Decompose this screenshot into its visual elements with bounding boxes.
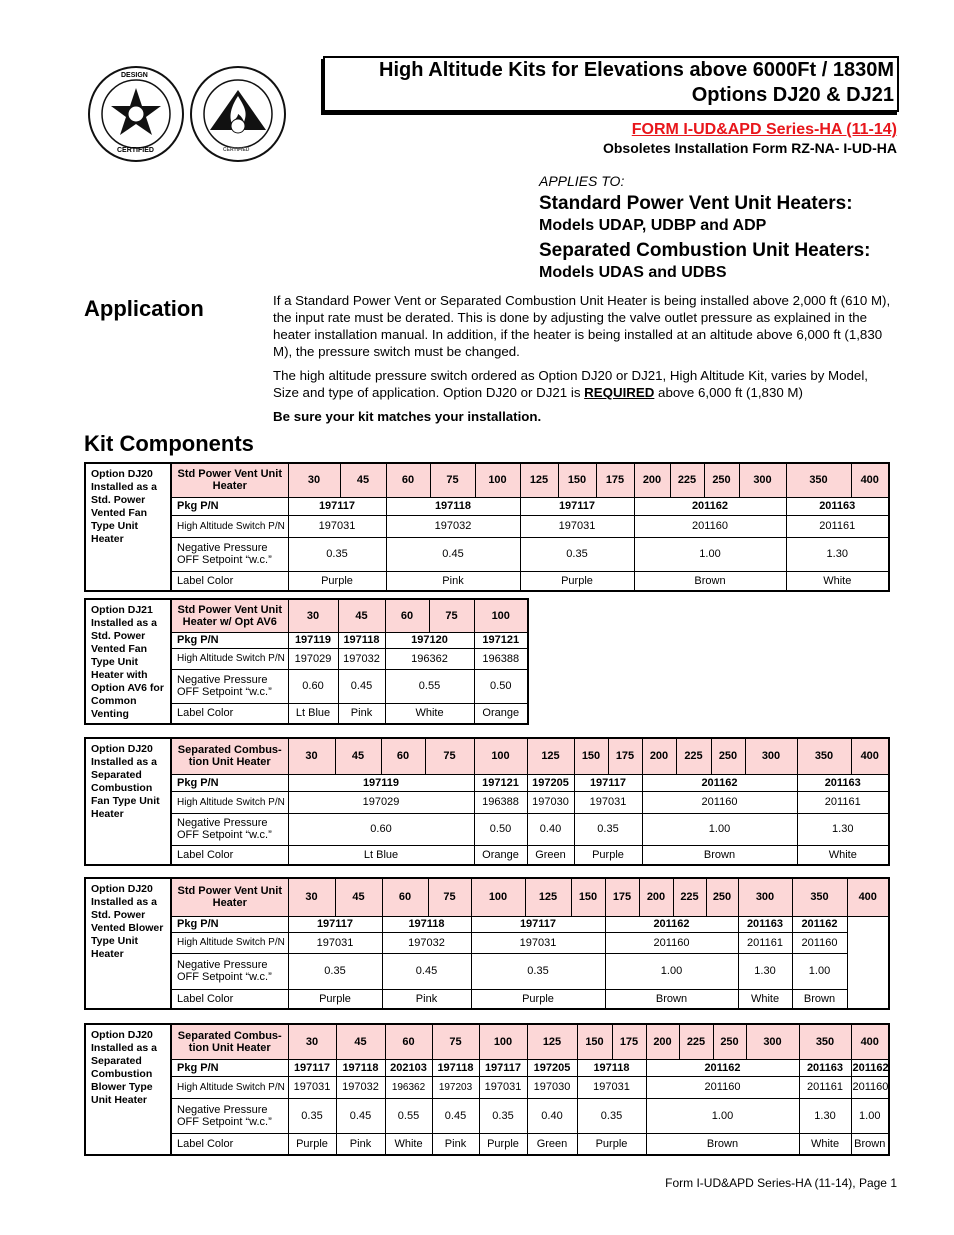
size-cell: 225 bbox=[673, 878, 706, 916]
header-cell: Separated Combus- tion Unit Heater bbox=[171, 738, 288, 774]
switch-cell: 201160 bbox=[851, 1076, 889, 1098]
color-cell: Pink bbox=[382, 989, 471, 1009]
size-cell: 45 bbox=[336, 1024, 385, 1059]
pressure-cell: 0.45 bbox=[338, 669, 385, 703]
color-cell: Pink bbox=[386, 571, 520, 591]
size-cell: 45 bbox=[335, 878, 382, 916]
pressure-cell: 0.35 bbox=[288, 537, 386, 571]
switch-cell: 196388 bbox=[474, 791, 527, 813]
pkg-cell: 201163 bbox=[799, 1059, 851, 1076]
pressure-cell: 0.45 bbox=[336, 1098, 385, 1133]
pressure-cell: 0.45 bbox=[382, 953, 471, 989]
pressure-cell: 1.00 bbox=[851, 1098, 889, 1133]
size-cell: 45 bbox=[338, 599, 385, 632]
color-cell: Lt Blue bbox=[288, 703, 338, 724]
pkg-cell: 197121 bbox=[474, 774, 527, 791]
size-cell: 75 bbox=[429, 599, 474, 632]
row-label: High Altitude Switch P/N bbox=[171, 1076, 288, 1098]
size-cell: 150 bbox=[574, 738, 608, 774]
color-cell: Orange bbox=[474, 845, 527, 865]
switch-cell: 197031 bbox=[577, 1076, 646, 1098]
size-cell: 175 bbox=[605, 878, 639, 916]
row-label: Pkg P/N bbox=[171, 1059, 288, 1076]
color-cell: Lt Blue bbox=[288, 845, 474, 865]
pressure-cell: 0.40 bbox=[527, 813, 574, 845]
color-cell: Brown bbox=[605, 989, 738, 1009]
pressure-cell: 0.35 bbox=[574, 813, 642, 845]
size-cell: 175 bbox=[596, 463, 634, 497]
switch-cell: 201160 bbox=[605, 932, 738, 953]
obsoletes-note: Obsoletes Installation Form RZ-NA- I-UD-HA bbox=[602, 140, 897, 156]
switch-cell: 197030 bbox=[527, 1076, 577, 1098]
row-label: High Altitude Switch P/N bbox=[171, 932, 288, 953]
pressure-cell: 1.30 bbox=[799, 1098, 851, 1133]
option-cell: Option DJ20 Installed as a Separated Combustion Blower Type Unit Heater bbox=[85, 1024, 171, 1155]
size-cell: 400 bbox=[851, 738, 889, 774]
switch-cell: 201160 bbox=[642, 791, 797, 813]
option-cell: Option DJ20 Installed as a Std. Power Vented Blower Type Unit Heater bbox=[85, 878, 171, 1009]
size-cell: 250 bbox=[706, 878, 738, 916]
pressure-cell: 1.30 bbox=[797, 813, 889, 845]
pressure-cell: 0.45 bbox=[432, 1098, 479, 1133]
size-cell: 60 bbox=[386, 463, 430, 497]
size-cell: 300 bbox=[738, 878, 792, 916]
row-label: High Altitude Switch P/N bbox=[171, 791, 288, 813]
size-cell: 60 bbox=[385, 599, 429, 632]
pressure-cell: 1.30 bbox=[786, 537, 889, 571]
form-number: FORM I-UD&APD Series-HA (11-14) bbox=[631, 121, 897, 138]
pressure-cell: 0.60 bbox=[288, 813, 474, 845]
standard-models: Models UDAP, UDBP and ADP bbox=[539, 217, 767, 234]
size-cell: 150 bbox=[577, 1024, 612, 1059]
pressure-cell: 0.35 bbox=[479, 1098, 527, 1133]
switch-cell: 201160 bbox=[646, 1076, 799, 1098]
page-footer: Form I-UD&APD Series-HA (11-14), Page 1 bbox=[665, 1176, 897, 1190]
size-cell: 75 bbox=[430, 463, 475, 497]
size-cell: 75 bbox=[432, 1024, 479, 1059]
size-cell: 225 bbox=[676, 738, 711, 774]
application-paragraph-2: The high altitude pressure switch ordered as Option DJ20 or DJ21, High Altitude Kit, varies by Model, Size and type of application. Option DJ20 or DJ21 is REQUIRED above 6,000 ft (1,830 M) bbox=[273, 368, 868, 400]
color-cell: Brown bbox=[646, 1133, 799, 1155]
switch-cell: 196362 bbox=[385, 1076, 432, 1098]
size-cell: 125 bbox=[525, 878, 571, 916]
color-cell: White bbox=[799, 1133, 851, 1155]
logo-certified-text: CERTIFIED bbox=[223, 147, 250, 153]
pressure-cell: 0.35 bbox=[577, 1098, 646, 1133]
pkg-cell: 197205 bbox=[527, 774, 574, 791]
pkg-cell: 201162 bbox=[851, 1059, 889, 1076]
logo-certified-text: CERTIFIED bbox=[117, 147, 154, 154]
size-cell: 60 bbox=[385, 1024, 432, 1059]
row-label: High Altitude Switch P/N bbox=[171, 648, 288, 669]
pkg-cell: 197205 bbox=[527, 1059, 577, 1076]
pkg-cell: 197117 bbox=[479, 1059, 527, 1076]
pkg-cell: 197117 bbox=[288, 497, 386, 515]
size-cell: 350 bbox=[799, 1024, 851, 1059]
color-cell: Purple bbox=[288, 989, 382, 1009]
pressure-cell: 1.00 bbox=[792, 953, 847, 989]
color-cell: Purple bbox=[288, 1133, 336, 1155]
row-label: Negative Pressure OFF Setpoint “w.c.” bbox=[171, 537, 288, 571]
size-cell: 100 bbox=[474, 599, 528, 632]
switch-cell: 197203 bbox=[432, 1076, 479, 1098]
switch-cell: 197031 bbox=[520, 515, 634, 537]
kit-table-1 bbox=[84, 462, 890, 592]
pressure-cell: 0.55 bbox=[385, 669, 474, 703]
header-cell: Std Power Vent Unit Heater bbox=[171, 463, 288, 497]
pressure-cell: 1.00 bbox=[634, 537, 786, 571]
switch-cell: 197029 bbox=[288, 648, 338, 669]
required-text: REQUIRED bbox=[584, 385, 655, 400]
pressure-cell: 1.30 bbox=[738, 953, 792, 989]
color-cell: Green bbox=[527, 845, 574, 865]
row-label: Label Color bbox=[171, 989, 288, 1009]
size-cell: 400 bbox=[851, 1024, 889, 1059]
title-line-2: Options DJ20 & DJ21 bbox=[691, 84, 894, 106]
color-cell: Green bbox=[527, 1133, 577, 1155]
row-label: Negative Pressure OFF Setpoint “w.c.” bbox=[171, 669, 288, 703]
option-cell: Option DJ20 Installed as a Separated Combustion Fan Type Unit Heater bbox=[85, 738, 171, 865]
pkg-cell: 197120 bbox=[385, 632, 474, 648]
size-cell: 200 bbox=[642, 738, 676, 774]
switch-cell: 197032 bbox=[382, 932, 471, 953]
pkg-cell: 201162 bbox=[646, 1059, 799, 1076]
option-cell: Option DJ20 Installed as a Std. Power Vented Fan Type Unit Heater bbox=[85, 463, 171, 591]
pressure-cell: 1.00 bbox=[605, 953, 738, 989]
size-cell: 45 bbox=[340, 463, 386, 497]
separated-models: Models UDAS and UDBS bbox=[539, 264, 727, 281]
row-label: Negative Pressure OFF Setpoint “w.c.” bbox=[171, 953, 288, 989]
row-label: Negative Pressure OFF Setpoint “w.c.” bbox=[171, 1098, 288, 1133]
title-line-1: High Altitude Kits for Elevations above 6000Ft / 1830M bbox=[379, 59, 894, 81]
color-cell: Brown bbox=[792, 989, 847, 1009]
switch-cell: 201160 bbox=[792, 932, 847, 953]
switch-cell: 201161 bbox=[797, 791, 889, 813]
option-cell: Option DJ21 Installed as a Std. Power Vented Fan Type Unit Heater with Option AV6 for Common Venting bbox=[85, 599, 171, 724]
pressure-cell: 0.35 bbox=[520, 537, 634, 571]
size-cell: 100 bbox=[479, 1024, 527, 1059]
pkg-cell: 197117 bbox=[574, 774, 642, 791]
pressure-cell: 0.40 bbox=[527, 1098, 577, 1133]
pkg-cell: 202103 bbox=[385, 1059, 432, 1076]
size-cell: 200 bbox=[634, 463, 670, 497]
size-cell: 125 bbox=[527, 1024, 577, 1059]
applies-to: APPLIES TO: bbox=[539, 173, 625, 189]
row-label: Pkg P/N bbox=[171, 632, 288, 648]
header-cell: Std Power Vent Unit Heater w/ Opt AV6 bbox=[171, 599, 288, 632]
switch-cell: 197032 bbox=[338, 648, 385, 669]
pressure-cell: 0.35 bbox=[288, 1098, 336, 1133]
pkg-cell: 201162 bbox=[605, 916, 738, 932]
row-label: Pkg P/N bbox=[171, 774, 288, 791]
size-cell: 60 bbox=[382, 878, 428, 916]
switch-cell: 201161 bbox=[738, 932, 792, 953]
switch-cell: 196388 bbox=[474, 648, 528, 669]
row-label: Label Color bbox=[171, 845, 288, 865]
color-cell: Purple bbox=[288, 571, 386, 591]
switch-cell: 201160 bbox=[634, 515, 786, 537]
size-cell: 100 bbox=[471, 878, 525, 916]
size-cell: 350 bbox=[797, 738, 851, 774]
color-cell: White bbox=[385, 703, 474, 724]
switch-cell: 197032 bbox=[386, 515, 520, 537]
switch-cell: 197031 bbox=[479, 1076, 527, 1098]
pressure-cell: 0.50 bbox=[474, 669, 528, 703]
pressure-cell: 1.00 bbox=[642, 813, 797, 845]
size-cell: 30 bbox=[288, 738, 335, 774]
switch-cell: 197029 bbox=[288, 791, 474, 813]
kit-table-2 bbox=[84, 598, 529, 725]
pkg-cell: 197119 bbox=[288, 774, 474, 791]
pkg-cell: 197117 bbox=[288, 916, 382, 932]
kit-components-heading: Kit Components bbox=[84, 431, 254, 456]
application-paragraph-1: If a Standard Power Vent or Separated Combustion Unit Heater is being installed above 2,000 ft (610 M), the input rate must be derated. This is done by adjusting the valve outlet pressure as explained in the heater installation manual. In addition, if the heater is being installed at an altitude above 6,000 ft (1,830 M), the pressure switch must be changed. bbox=[273, 293, 891, 359]
kit-table-5 bbox=[84, 1023, 890, 1156]
size-cell: 225 bbox=[679, 1024, 713, 1059]
size-cell: 30 bbox=[288, 599, 338, 632]
color-cell: Purple bbox=[574, 845, 642, 865]
pkg-cell: 197117 bbox=[520, 497, 634, 515]
pkg-cell: 197118 bbox=[386, 497, 520, 515]
pkg-cell: 201162 bbox=[634, 497, 786, 515]
pkg-cell: 197118 bbox=[382, 916, 471, 932]
kit-table-3 bbox=[84, 737, 890, 866]
pkg-cell: 197118 bbox=[336, 1059, 385, 1076]
pkg-cell: 201162 bbox=[792, 916, 847, 932]
size-cell: 100 bbox=[475, 463, 520, 497]
pressure-cell: 0.50 bbox=[474, 813, 527, 845]
switch-cell: 197031 bbox=[471, 932, 605, 953]
header-cell: Separated Combus- tion Unit Heater bbox=[171, 1024, 288, 1059]
size-cell: 175 bbox=[612, 1024, 646, 1059]
switch-cell: 197031 bbox=[288, 932, 382, 953]
size-cell: 45 bbox=[335, 738, 381, 774]
pkg-cell: 197117 bbox=[471, 916, 605, 932]
pkg-cell: 197117 bbox=[288, 1059, 336, 1076]
color-cell: Pink bbox=[336, 1133, 385, 1155]
switch-cell: 201161 bbox=[786, 515, 889, 537]
pkg-cell: 197118 bbox=[432, 1059, 479, 1076]
size-cell: 100 bbox=[474, 738, 527, 774]
size-cell: 125 bbox=[527, 738, 574, 774]
header-cell: Std Power Vent Unit Heater bbox=[171, 878, 288, 916]
standard-heading: Standard Power Vent Unit Heaters: bbox=[539, 193, 853, 214]
pressure-cell: 0.35 bbox=[471, 953, 605, 989]
kit-match-note: Be sure your kit matches your installation. bbox=[273, 409, 542, 424]
pressure-cell: 0.45 bbox=[386, 537, 520, 571]
switch-cell: 201161 bbox=[799, 1076, 851, 1098]
color-cell: Purple bbox=[479, 1133, 527, 1155]
color-cell: Brown bbox=[642, 845, 797, 865]
color-cell: Purple bbox=[520, 571, 634, 591]
size-cell: 30 bbox=[288, 463, 340, 497]
size-cell: 300 bbox=[739, 463, 786, 497]
size-cell: 400 bbox=[851, 463, 889, 497]
size-cell: 350 bbox=[792, 878, 847, 916]
size-cell: 150 bbox=[571, 878, 605, 916]
color-cell: White bbox=[786, 571, 889, 591]
row-label: Pkg P/N bbox=[171, 497, 288, 515]
size-cell: 200 bbox=[639, 878, 673, 916]
application-heading: Application bbox=[84, 296, 204, 321]
size-cell: 400 bbox=[847, 878, 889, 916]
size-cell: 75 bbox=[428, 878, 471, 916]
switch-cell: 197031 bbox=[288, 1076, 336, 1098]
pkg-cell: 201163 bbox=[786, 497, 889, 515]
pkg-cell: 201163 bbox=[738, 916, 792, 932]
size-cell: 250 bbox=[713, 1024, 746, 1059]
color-cell: Brown bbox=[851, 1133, 889, 1155]
size-cell: 250 bbox=[704, 463, 739, 497]
color-cell: White bbox=[738, 989, 792, 1009]
color-cell: Purple bbox=[577, 1133, 646, 1155]
pressure-cell: 0.35 bbox=[288, 953, 382, 989]
title-box bbox=[323, 56, 899, 112]
size-cell: 300 bbox=[746, 1024, 799, 1059]
color-cell: Pink bbox=[432, 1133, 479, 1155]
csa-certified-logo bbox=[190, 66, 286, 162]
switch-cell: 197032 bbox=[336, 1076, 385, 1098]
pkg-cell: 201162 bbox=[642, 774, 797, 791]
design-certified-logo bbox=[88, 66, 184, 162]
size-cell: 30 bbox=[288, 1024, 336, 1059]
switch-cell: 197030 bbox=[527, 791, 574, 813]
separated-heading: Separated Combustion Unit Heaters: bbox=[539, 240, 871, 261]
row-label: Pkg P/N bbox=[171, 916, 288, 932]
size-cell: 175 bbox=[608, 738, 642, 774]
row-label: Label Color bbox=[171, 703, 288, 724]
size-cell: 350 bbox=[786, 463, 851, 497]
pressure-cell: 1.00 bbox=[646, 1098, 799, 1133]
size-cell: 225 bbox=[670, 463, 704, 497]
pkg-cell: 197119 bbox=[288, 632, 338, 648]
row-label: Label Color bbox=[171, 571, 288, 591]
pkg-cell: 201163 bbox=[797, 774, 889, 791]
color-cell: Brown bbox=[634, 571, 786, 591]
pkg-cell: 197118 bbox=[338, 632, 385, 648]
row-label: Label Color bbox=[171, 1133, 288, 1155]
pressure-cell: 0.60 bbox=[288, 669, 338, 703]
kit-table-4 bbox=[84, 877, 890, 1010]
row-label: High Altitude Switch P/N bbox=[171, 515, 288, 537]
size-cell: 200 bbox=[646, 1024, 679, 1059]
color-cell: White bbox=[797, 845, 889, 865]
switch-cell: 196362 bbox=[385, 648, 474, 669]
logo-design-text: DESIGN bbox=[121, 72, 148, 79]
pkg-cell: 197121 bbox=[474, 632, 528, 648]
switch-cell: 197031 bbox=[574, 791, 642, 813]
pressure-cell: 0.55 bbox=[385, 1098, 432, 1133]
color-cell: Purple bbox=[471, 989, 605, 1009]
size-cell: 75 bbox=[425, 738, 474, 774]
color-cell: Pink bbox=[338, 703, 385, 724]
size-cell: 300 bbox=[745, 738, 797, 774]
size-cell: 125 bbox=[520, 463, 558, 497]
color-cell: Orange bbox=[474, 703, 528, 724]
color-cell: White bbox=[385, 1133, 432, 1155]
size-cell: 60 bbox=[381, 738, 425, 774]
size-cell: 150 bbox=[558, 463, 596, 497]
switch-cell: 197031 bbox=[288, 515, 386, 537]
row-label: Negative Pressure OFF Setpoint “w.c.” bbox=[171, 813, 288, 845]
size-cell: 30 bbox=[288, 878, 335, 916]
size-cell: 250 bbox=[711, 738, 745, 774]
pkg-cell: 197118 bbox=[577, 1059, 646, 1076]
